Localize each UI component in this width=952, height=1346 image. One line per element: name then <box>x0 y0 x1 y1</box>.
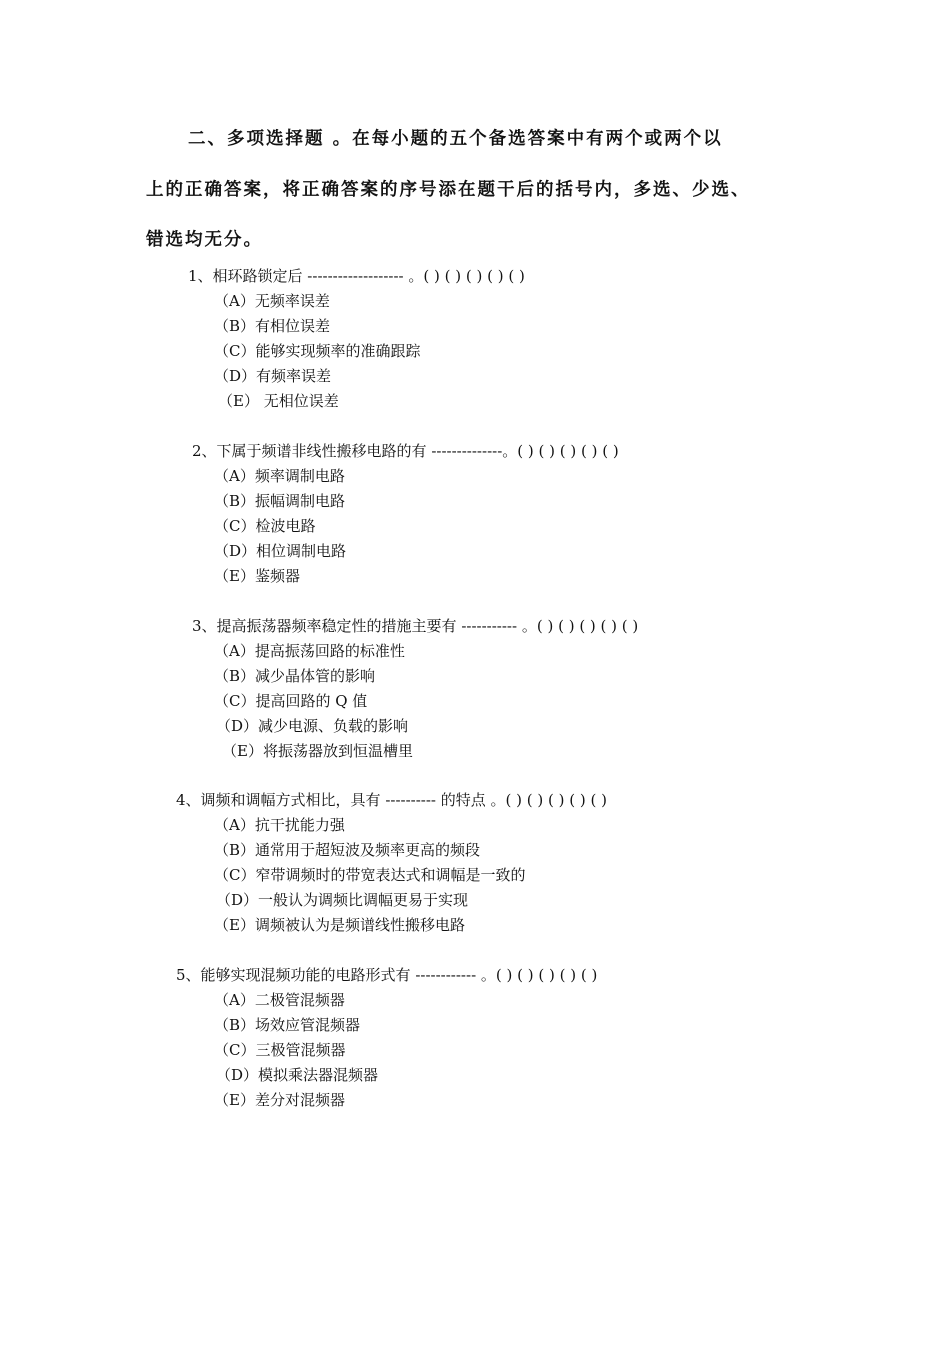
option-d: （D）减少电源、负载的影响 <box>216 717 409 735</box>
option-b: （B）减少晶体管的影响 <box>214 667 376 685</box>
option-d: （D）模拟乘法器混频器 <box>216 1066 379 1084</box>
question-stem: 5、能够实现混频功能的电路形式有 ------------ 。( ) ( ) ( ) ( ) ( ) <box>176 966 598 984</box>
option-e: （E） 无相位误差 <box>218 392 339 410</box>
option-b: （B）场效应管混频器 <box>214 1016 361 1034</box>
option-a: （A）二极管混频器 <box>214 991 345 1009</box>
option-c: （C）三极管混频器 <box>214 1041 346 1059</box>
option-b: （B）振幅调制电路 <box>214 492 346 510</box>
option-e: （E）差分对混频器 <box>214 1091 345 1109</box>
option-c: （C）检波电路 <box>214 517 316 535</box>
option-a: （A）抗干扰能力强 <box>214 816 345 834</box>
option-c: （C）窄带调频时的带宽表达式和调幅是一致的 <box>214 866 526 884</box>
option-c: （C）能够实现频率的准确跟踪 <box>214 342 421 360</box>
option-d: （D）相位调制电路 <box>214 542 347 560</box>
question-stem: 1、相环路锁定后 ------------------- 。( ) ( ) ( ) ( ) ( ) <box>188 267 525 285</box>
question-3 <box>192 614 638 764</box>
option-e: （E）将振荡器放到恒温槽里 <box>222 742 413 760</box>
question-2 <box>192 439 619 589</box>
question-stem: 2、下属于频谱非线性搬移电路的有 --------------。( ) ( ) ( ) ( ) ( ) <box>192 442 619 460</box>
section-heading-line-1: 二、多项选择题 。在每小题的五个备选答案中有两个或两个以 <box>188 129 723 149</box>
option-e: （E）鉴频器 <box>214 567 300 585</box>
option-a: （A）无频率误差 <box>214 292 330 310</box>
option-a: （A）频率调制电路 <box>214 467 345 485</box>
option-b: （B）通常用于超短波及频率更高的频段 <box>214 841 481 859</box>
option-e: （E）调频被认为是频谱线性搬移电路 <box>214 916 465 934</box>
option-c: （C）提高回路的 Q 值 <box>214 692 368 710</box>
option-a: （A）提高振荡回路的标准性 <box>214 642 405 660</box>
option-b: （B）有相位误差 <box>214 317 331 335</box>
section-heading-line-3: 错选均无分。 <box>146 230 263 250</box>
question-1 <box>188 264 525 414</box>
question-4 <box>176 788 607 938</box>
question-stem: 3、提高振荡器频率稳定性的措施主要有 ----------- 。( ) ( ) ( ) ( ) ( ) <box>192 617 639 635</box>
section-heading-line-2: 上的正确答案，将正确答案的序号添在题干后的括号内，多选、少选、 <box>146 180 751 200</box>
option-d: （D）一般认为调频比调幅更易于实现 <box>216 891 469 909</box>
question-5 <box>176 963 597 1113</box>
option-d: （D）有频率误差 <box>214 367 332 385</box>
question-stem: 4、调频和调幅方式相比，具有 ---------- 的特点 。( ) ( ) ( ) ( ) ( ) <box>176 791 607 809</box>
